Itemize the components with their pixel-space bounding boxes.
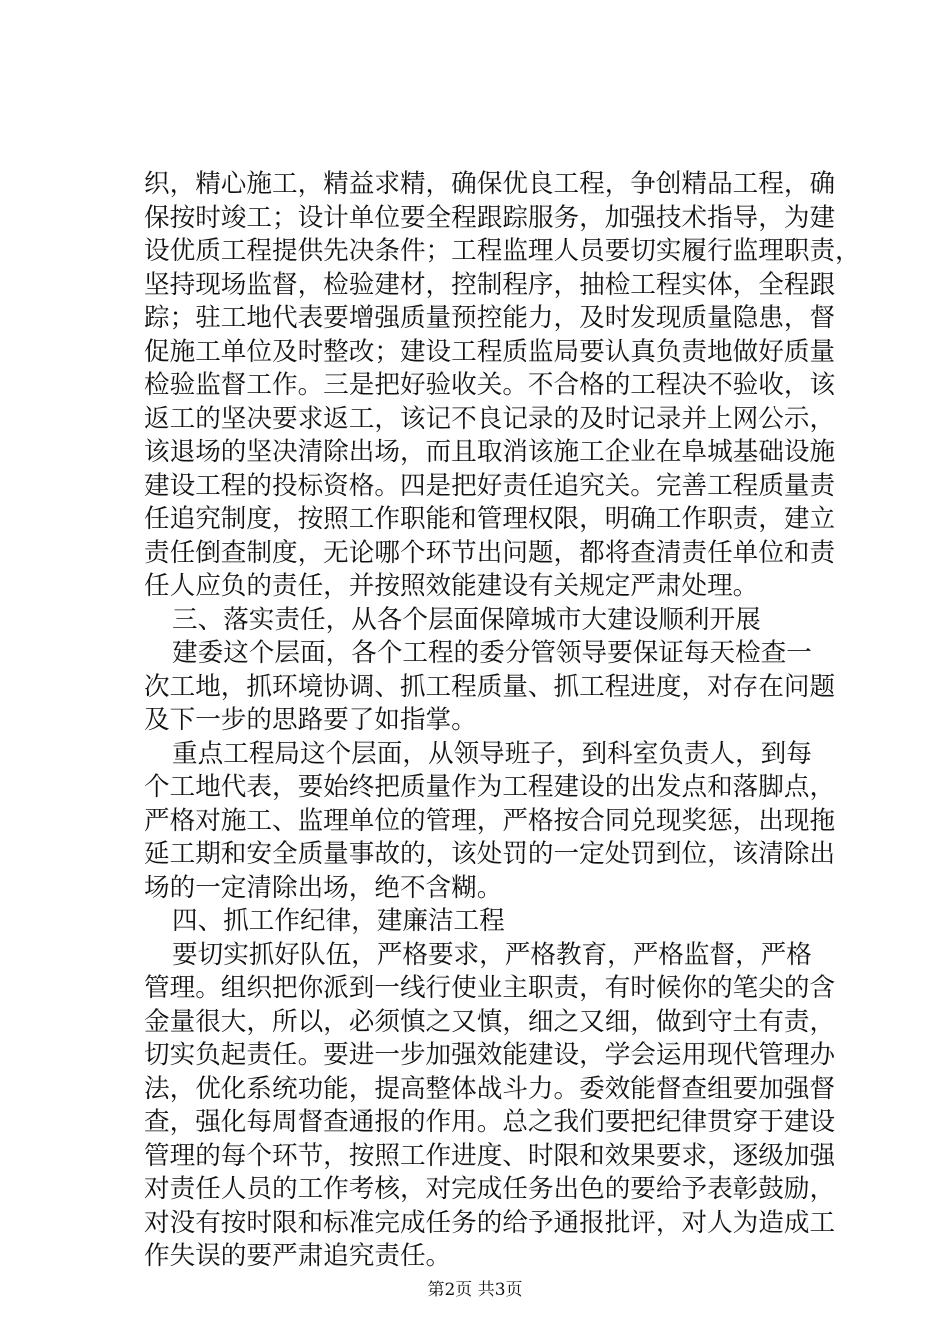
section-heading: 三、落实责任，从各个层面保障城市大建设顺利开展 bbox=[172, 604, 761, 635]
paragraph-start: 建委这个层面，各个工程的委分管领导要保证每天检查一 bbox=[172, 638, 812, 668]
text-line: 保按时竣工；设计单位要全程跟踪服务，加强技术指导，为建 bbox=[144, 202, 836, 233]
text-line: 管理的每个环节，按照工作进度、时限和效果要求，逐级加强 bbox=[144, 1140, 836, 1171]
paragraph-start: 重点工程局这个层面，从领导班子，到科室负责人，到每 bbox=[172, 738, 812, 769]
page-number-footer: 第2页 共3页 bbox=[427, 1280, 523, 1300]
text-line: 检验监督工作。三是把好验收关。不合格的工程决不验收，该 bbox=[144, 370, 836, 400]
text-line: 管理。组织把你派到一线行使业主职责，有时候你的笔尖的含 bbox=[144, 973, 836, 1003]
text-line: 该退场的坚决清除出场，而且取消该施工企业在阜城基础设施 bbox=[144, 437, 836, 467]
section-heading: 四、抓工作纪律，建廉洁工程 bbox=[172, 906, 505, 936]
text-line: 金量很大，所以，必须慎之又慎，细之又细，做到守土有责， bbox=[144, 1006, 836, 1037]
text-line: 查，强化每周督查通报的作用。总之我们要把纪律贯穿于建设 bbox=[144, 1107, 836, 1137]
text-line: 严格对施工、监理单位的管理，严格按合同兑现奖惩，出现拖 bbox=[144, 805, 836, 836]
text-line: 促施工单位及时整改；建设工程质监局要认真负责地做好质量 bbox=[144, 336, 836, 367]
text-line: 踪；驻工地代表要增强质量预控能力，及时发现质量隐患，督 bbox=[144, 303, 836, 333]
text-line: 法，优化系统功能，提高整体战斗力。委效能督查组要加强督 bbox=[144, 1073, 836, 1104]
text-line: 个工地代表，要始终把质量作为工程建设的出发点和落脚点， bbox=[144, 772, 836, 802]
text-line: 返工的坚决要求返工，该记不良记录的及时记录并上网公示， bbox=[144, 403, 836, 434]
text-line: 及下一步的思路要了如指掌。 bbox=[144, 705, 477, 735]
text-line: 责任倒查制度，无论哪个环节出问题，都将查清责任单位和责 bbox=[144, 537, 836, 568]
paragraph-start: 要切实抓好队伍，严格要求，严格教育，严格监督，严格 bbox=[172, 939, 812, 970]
text-line: 对责任人员的工作考核，对完成任务出色的要给予表彰鼓励， bbox=[144, 1174, 836, 1204]
text-line: 建设工程的投标资格。四是把好责任追究关。完善工程质量责 bbox=[144, 470, 836, 501]
text-line: 织，精心施工，精益求精，确保优良工程，争创精品工程，确 bbox=[144, 169, 836, 199]
text-line: 次工地，抓环境协调、抓工程质量、抓工程进度，对存在问题 bbox=[144, 671, 836, 702]
text-line: 任追究制度，按照工作职能和管理权限，明确工作职责，建立 bbox=[144, 504, 836, 534]
text-line: 对没有按时限和标准完成任务的给予通报批评，对人为造成工 bbox=[144, 1207, 836, 1238]
text-line: 切实负起责任。要进一步加强效能建设，学会运用现代管理办 bbox=[144, 1040, 836, 1070]
text-line: 设优质工程提供先决条件；工程监理人员要切实履行监理职责， bbox=[144, 236, 861, 266]
text-line: 坚持现场监督，检验建材，控制程序，抽检工程实体，全程跟 bbox=[144, 269, 836, 300]
text-line: 作失误的要严肃追究责任。 bbox=[144, 1241, 452, 1271]
text-line: 任人应负的责任，并按照效能建设有关规定严肃处理。 bbox=[144, 571, 759, 601]
text-line: 延工期和安全质量事故的，该处罚的一定处罚到位，该清除出 bbox=[144, 839, 836, 869]
text-line: 场的一定清除出场，绝不含糊。 bbox=[144, 872, 503, 903]
document-body bbox=[144, 168, 861, 1274]
